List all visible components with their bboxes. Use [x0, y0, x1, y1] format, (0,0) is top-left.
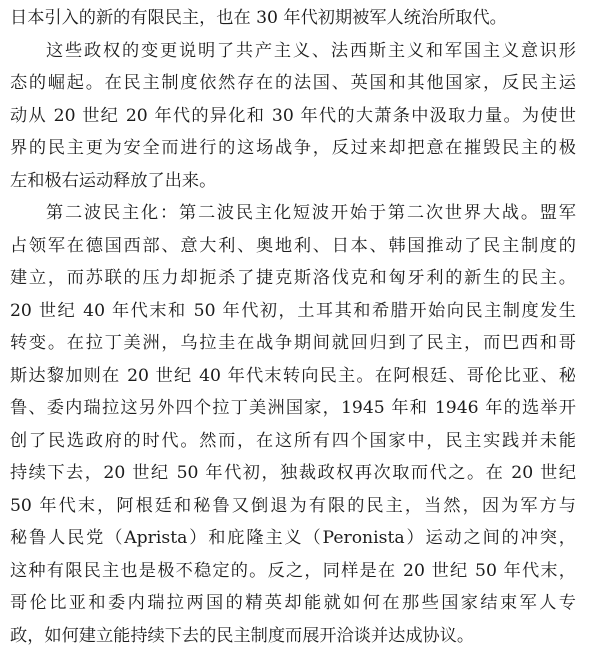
- text-line: 持续下去，20 世纪 50 年代初，独裁政权再次取而代之。在 20 世纪: [10, 457, 576, 490]
- text-line: 50 年代末，阿根廷和秘鲁又倒退为有限的民主，当然，因为军方与: [10, 490, 576, 523]
- text-line: 哥伦比亚和委内瑞拉两国的精英却能就如何在那些国家结束军人专: [10, 587, 576, 620]
- text-line: 态的崛起。在民主制度依然存在的法国、英国和其他国家，反民主运: [10, 67, 576, 100]
- paragraph-second-wave: [10, 197, 576, 652]
- text-line: 第二波民主化：第二波民主化短波开始于第二次世界大战。盟军: [10, 197, 576, 230]
- text-line: 日本引入的新的有限民主，也在 30 年代初期被军人统治所取代。: [10, 2, 576, 35]
- text-line: 建立，而苏联的压力却扼杀了捷克斯洛伐克和匈牙利的新生的民主。: [10, 262, 576, 295]
- text-line: 动从 20 世纪 20 年代的异化和 30 年代的大萧条中汲取力量。为使世: [10, 100, 576, 133]
- text-line: 界的民主更为安全而进行的这场战争，反过来却把意在摧毁民主的极: [10, 132, 576, 165]
- text-line: 20 世纪 40 年代末和 50 年代初，土耳其和希腊开始向民主制度发生: [10, 295, 576, 328]
- text-line: 斯达黎加则在 20 世纪 40 年代末转向民主。在阿根廷、哥伦比亚、秘: [10, 360, 576, 393]
- text-line: 秘鲁人民党（Aprista）和庇隆主义（Peronista）运动之间的冲突，: [10, 522, 576, 555]
- paragraph-continuation: [10, 2, 576, 35]
- text-line: 左和极右运动释放了出来。: [10, 165, 576, 198]
- paragraph-regime-changes: [10, 35, 576, 198]
- text-line: 这些政权的变更说明了共产主义、法西斯主义和军国主义意识形: [10, 35, 576, 68]
- text-line: 政，如何建立能持续下去的民主制度而展开洽谈并达成协议。: [10, 620, 576, 652]
- text-line: 占领军在德国西部、意大利、奥地利、日本、韩国推动了民主制度的: [10, 230, 576, 263]
- text-line: 转变。在拉丁美洲，乌拉圭在战争期间就回归到了民主，而巴西和哥: [10, 327, 576, 360]
- text-line: 鲁、委内瑞拉这另外四个拉丁美洲国家，1945 年和 1946 年的选举开: [10, 392, 576, 425]
- text-line: 创了民选政府的时代。然而，在这所有四个国家中，民主实践并未能: [10, 425, 576, 458]
- text-line: 这种有限民主也是极不稳定的。反之，同样是在 20 世纪 50 年代末，: [10, 555, 576, 588]
